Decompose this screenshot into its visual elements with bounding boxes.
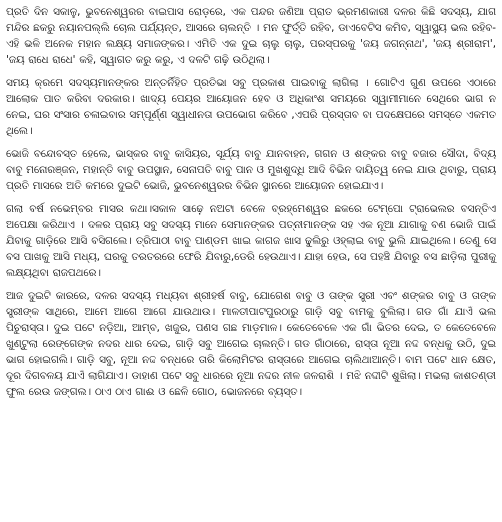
paragraph-3: ଭୋଜି ବନ୍ଦୋବସ୍ତ ହେଲେ, ଭାସ୍କର ବାବୁ କାସିୟର, ସୂର୍ଯ୍ୟ ବାବୁ ଯାନବାହନ, ଗଗନ ଓ ଶଙ୍କର ବାବୁ ବଜାର ସୌଦା, ବିଦ୍ୟ ବାବୁ ମନୋରଞ୍ଜନ, ମହାନ୍ତି ବାବୁ ଉପସ୍ଥାନ, ସେନାପତି ବାବୁ ପାନ ଓ ମୁଖଶୁଦ୍ଧି ଆଦି ବିଭିନ ଦାୟିତ୍ୱ ନେଇ ଯାଉ ଥିବାରୁ, ପ୍ରାୟ ପ୍ରତି ମାସରେ ଅତି କମରେ ଦୁଇଟି ଭୋଜି, ଭୁବନେଶ୍ୱରର ବିଭିନ ସ୍ଥାନରେ ଆୟୋଜନ ହୋଇଯାଏ। xyxy=(6,148,496,192)
paragraph-4: ଗଲା ବର୍ଷ ନଭେମ୍ବର ମାସର କଥା।ସକାଳ ସାଢ଼େ ନଅଟା ବେଳେ ବ୍ରହ୍ମେଶ୍ୱର ଛକରେ ଟେମ୍ପୋ ଟ୍ରାଭେଲର ବସନ୍ତିଏ ଅପେକ୍ଷା କରିଥାଏ । ଦଳର ପ୍ରାୟ ସବୁ ସଦସ୍ୟ ମାନେ ସେମାନଙ୍କର ପତ୍ନୀମାନଙ୍କ ସହ ଏକ ନୂଆ ଯାଗାକୁ ବଣ ଭୋଜି ପାଇଁ ଯିବାକୁ ଗାଡ଼ିରେ ଆସି ବସିଗଲେ। ତ୍ରିପାଠୀ ବାବୁ ପାଣ୍ଡମ ଖାଇ କାଗଜ ଖାସ ଢୁଲିରୁ ଓହ୍ଲାଇ ବାବୁ ଭୁଲି ଯାଇଥିଲେ। ତେଣୁ ସେ ବସ ପାଖକୁ ଆସି ମଧ୍ୟ, ଘରକୁ ତରତରରେ ଫେରି ଯିବାରୁ,ଡେରି ହେଉଥାଏ। ଯାହା ହେଉ, ସେ ପହଞ୍ଚି ଯିବାରୁ ବସ ଛାଡ଼ିଲା ପୁରୀକୁ ଲକ୍ଷ୍ୟଥିବା ରାଜପଥରେ। xyxy=(6,203,496,279)
paragraph-1: ପ୍ରତି ଦିନ ସକାଳୁ, ଭୁବନେଶ୍ୱରର ବାଇପାସ ରୋଡ଼ରେ, ଏକ ପନ୍ଦର ଜଣିଆ ପ୍ରାତ ଭ୍ରମଣକାରୀ ଦଳର କିଛି ସଦସ୍ୟ, ଯାଗ ମନ୍ଦିର ଛକରୁ ନୟାନପଲ୍ଲି ଚୋଲ ପର୍ଯ୍ୟନ୍ତ, ଆସରେ ଚାଲନ୍ତି । ମନ ଫୁର୍ତ୍ତି ରହିବ, ଡାଏବେଟିସ କମିବ, ସ୍ୱାସ୍ଥ୍ୟ ଭଲ ରହିବ- ଏହି ଭଳି ଅନେକ ମହାନ ଲକ୍ଷ୍ୟ ସମାଜଙ୍କର। ଏମିତି ଏକ ଦୁଇ ଚାଲୁ ଚାଲୁ, ପରସ୍ପରକୁ 'ଜୟ ଜଗନ୍ନାଥ', 'ଜୟ ଶ୍ରୀରାମ', 'ଜୟ ରାଧେ ରାଧେ' କହି, ସ୍ୱାଗତ କରୁ କରୁ, ଏ ଦଳଟି ଗଢ଼ି ଉଠିଥିଲା। xyxy=(6,6,496,66)
paragraph-5: ଆଜ ଦୁଇଟି କାରରେ, ଦଳର ସଦସ୍ୟ ମଧ୍ୟବା ଶ୍ରୀହର୍ଷ ବାବୁ, ଯୋଗେଶ ବାବୁ ଓ ତାଙ୍କ ସ୍ତ୍ରୀ ଏବଂ ଶଙ୍କର ବାବୁ ଓ ତାଙ୍କ ସ୍ତ୍ରୀଙ୍କ ସାଥିରେ, ଆମେ ଆଗେ ଆଗେ ଯାଉଥାଉ। ମାଳତୀପାଟପୁରଠାରୁ ଗାଡ଼ି ସବୁ ବାମକୁ ବୁଲିଲା। ଗଡ ଗାଁ ଯାଏଁ ଭଲ ପିଚୁରାସ୍ତା। ଦୁଇ ପଟେ ନଡ଼ିଆ, ଆମ୍ବ, ଖଜୁର, ପଣସ ଗଛ ମାଡ଼ମାଳ। କେତେବେଳେ ଏକ ଗାଁ ଭିତର ଦେଇ, ତ କେତେବେଳେ ଖୁଣ୍ଟୁଲା ରେଙ୍ଗେଙ୍କ ନଦର ଧାର ଦେଇ, ଗାଡ଼ି ସବୁ ଆଗେଇ ଚାଲନ୍ତି। ଗଡ ଗାଁଠାରେ, ରାସ୍ତା ନୂଆ ନଦ୍ଦ ବନ୍ଧକୁ ଉଠି, ଦୁଇ ଭାଗ ହୋଇଗଲି। ଗାଡ଼ି ସବୁ, ନୂଆ ନଦ୍ଦ ବନ୍ଧରେ ତାରି କିଲୋମିଟର ରାସ୍ତାରେ ଆଗେଇ ଚାଲିଥାଆନ୍ତି। ବାମ ପଟେ ଧାନ କ୍ଷେତ, ଦୂର ଦିଗବଳୟ ଯାଏଁ ଲାଗିଯାଏ। ଡାହାଣ ପଟେ ସବୁ ଧାରରେ ନୂଆ ନଦ୍ଦର ନୀଳ ଜଳରାଶି । ମଝି ନଦ୍ଦୀଟି ଶୁଖିଲା। ମଭଲା କାଶତଣ୍ଡୀ ଫୁଲ ରେଉ ଜଙ୍ଗଲ। ଠାଏ ଠାଏ ଗାଈ ଓ ଛେଳି ଗୋଠ, ଭୋଜନରେ ବ୍ୟସ୍ତ। xyxy=(6,290,496,398)
paragraph-2: ସମୟ କ୍ରମେ ସଦସ୍ୟମାନଙ୍କର ଅନ୍ତର୍ନିହିତ ପ୍ରତିଭା ସବୁ ପ୍ରକାଶ ପାଇବାକୁ ଲାଗିଲା । ଗୋଟିଏ ଗୁଣ ଉପରେ ଏଠାରେ ଆଲୋକ ପାତ କରିବା ଦରକାର। ଖାଦ୍ୟ ପେୟର ଆୟୋଜନ ହେବ ଓ ଅଧିକାଂଶ ସମୟରେ ସ୍ୱାମୀମାନେ ସେଥିରେ ଭାଗ ନ ନେଇ, ଘର ସଂସାର ଚଳାଇବାର ସମ୍ପୂର୍ଣ୍ଣ ସ୍ୱାଧୀନତା ଉପଭୋଗ କରିବେ ,ଏପରି ପ୍ରସ୍ତାବ ବା ପଦକ୍ଷେପରେ ସମସ୍ତେ ଏକମତ ଥିଲେ। xyxy=(6,77,496,137)
